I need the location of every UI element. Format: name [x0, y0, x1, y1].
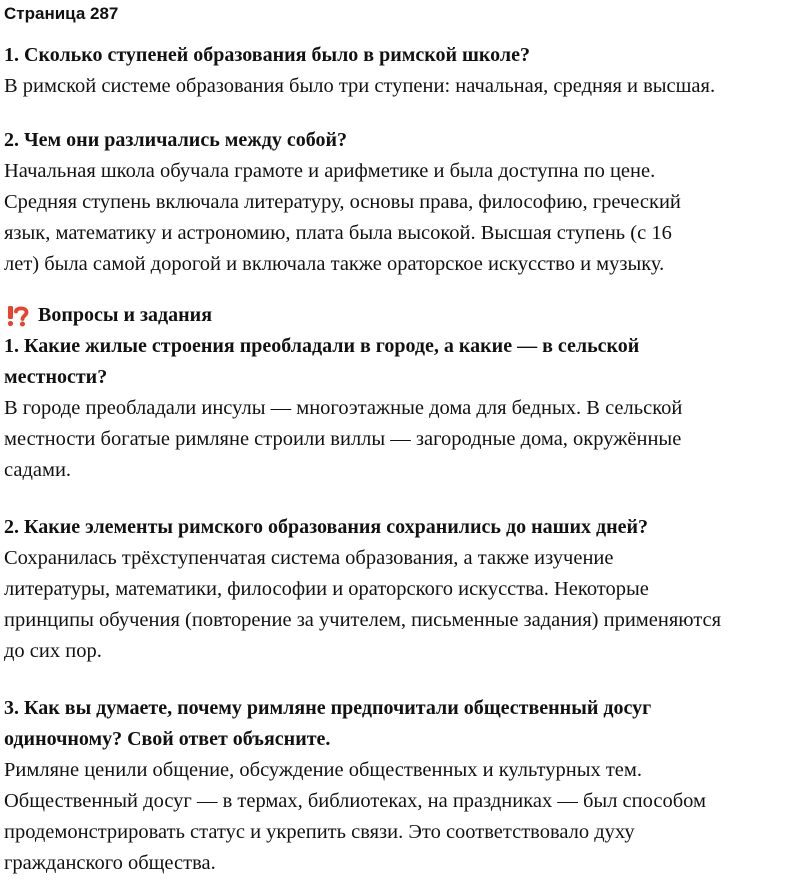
task-2-answer-line-2: литературы, математики, философии и ораторского искусства. Некоторые [4, 578, 649, 600]
task-2-answer-line-1: Сохранилась трёхступенчатая система образования, а также изучение [4, 547, 614, 569]
question-2: 2. Чем они различались между собой? [4, 129, 348, 151]
answer-2-line-1: Начальная школа обучала грамоте и арифметике и была доступна по цене. [4, 160, 656, 182]
task-2-question-line-1: 2. Какие элементы римского образования сохранились до наших дней? [4, 516, 649, 538]
task-3-answer-line-3: продемонстрировать статус и укрепить связи. Это соответствовало духу [4, 821, 635, 843]
task-1-question-line-1: 1. Какие жилые строения преобладали в городе, а какие — в сельской [4, 335, 640, 357]
task-3-answer-line-2: Общественный досуг — в термах, библиотеках, на праздниках — был способом [4, 790, 706, 812]
answer-2-line-4: лет) была самой дорогой и включала также ораторское искусство и музыку. [4, 253, 665, 275]
question-1: 1. Сколько ступеней образования было в римской школе? [4, 44, 531, 66]
exclamation-question-icon [6, 304, 30, 328]
section-heading [4, 300, 796, 331]
answer-2-line-3: язык, математику и астрономию, плата была высокой. Высшая ступень (с 16 [4, 222, 672, 244]
task-1-answer-line-3: садами. [4, 459, 72, 481]
qa-block-2 [4, 125, 796, 280]
task-1-answer-line-2: местности богатые римляне строили виллы — загородные дома, окружённые [4, 428, 682, 450]
answer-2-line-2: Средняя ступень включала литературу, основы права, философию, греческий [4, 191, 681, 213]
task-2-answer-line-3: принципы обучения (повторение за учителем, письменные задания) применяются [4, 609, 722, 631]
task-3-question-line-1: 3. Как вы думаете, почему римляне предпочитали общественный досуг [4, 697, 652, 719]
answer-1-line-1: В римской системе образования было три ступени: начальная, средняя и высшая. [4, 75, 716, 97]
task-3-question-line-2: одиночному? Свой ответ объясните. [4, 728, 331, 750]
task-2-answer-line-4: до сих пор. [4, 640, 102, 662]
task-1-answer-line-1: В городе преобладали инсулы — многоэтажные дома для бедных. В сельской [4, 397, 683, 419]
task-block-3 [4, 693, 796, 879]
task-3-answer-line-1: Римляне ценили общение, обсуждение общественных и культурных тем. [4, 759, 642, 781]
task-block-1 [4, 331, 796, 486]
task-block-2 [4, 512, 796, 667]
qa-block-1 [4, 40, 796, 102]
task-3-answer-line-4: гражданского общества. [4, 852, 216, 874]
page-header: Страница 287 [4, 4, 119, 23]
task-1-question-line-2: местности? [4, 366, 108, 388]
section-title: Вопросы и задания [38, 304, 213, 326]
